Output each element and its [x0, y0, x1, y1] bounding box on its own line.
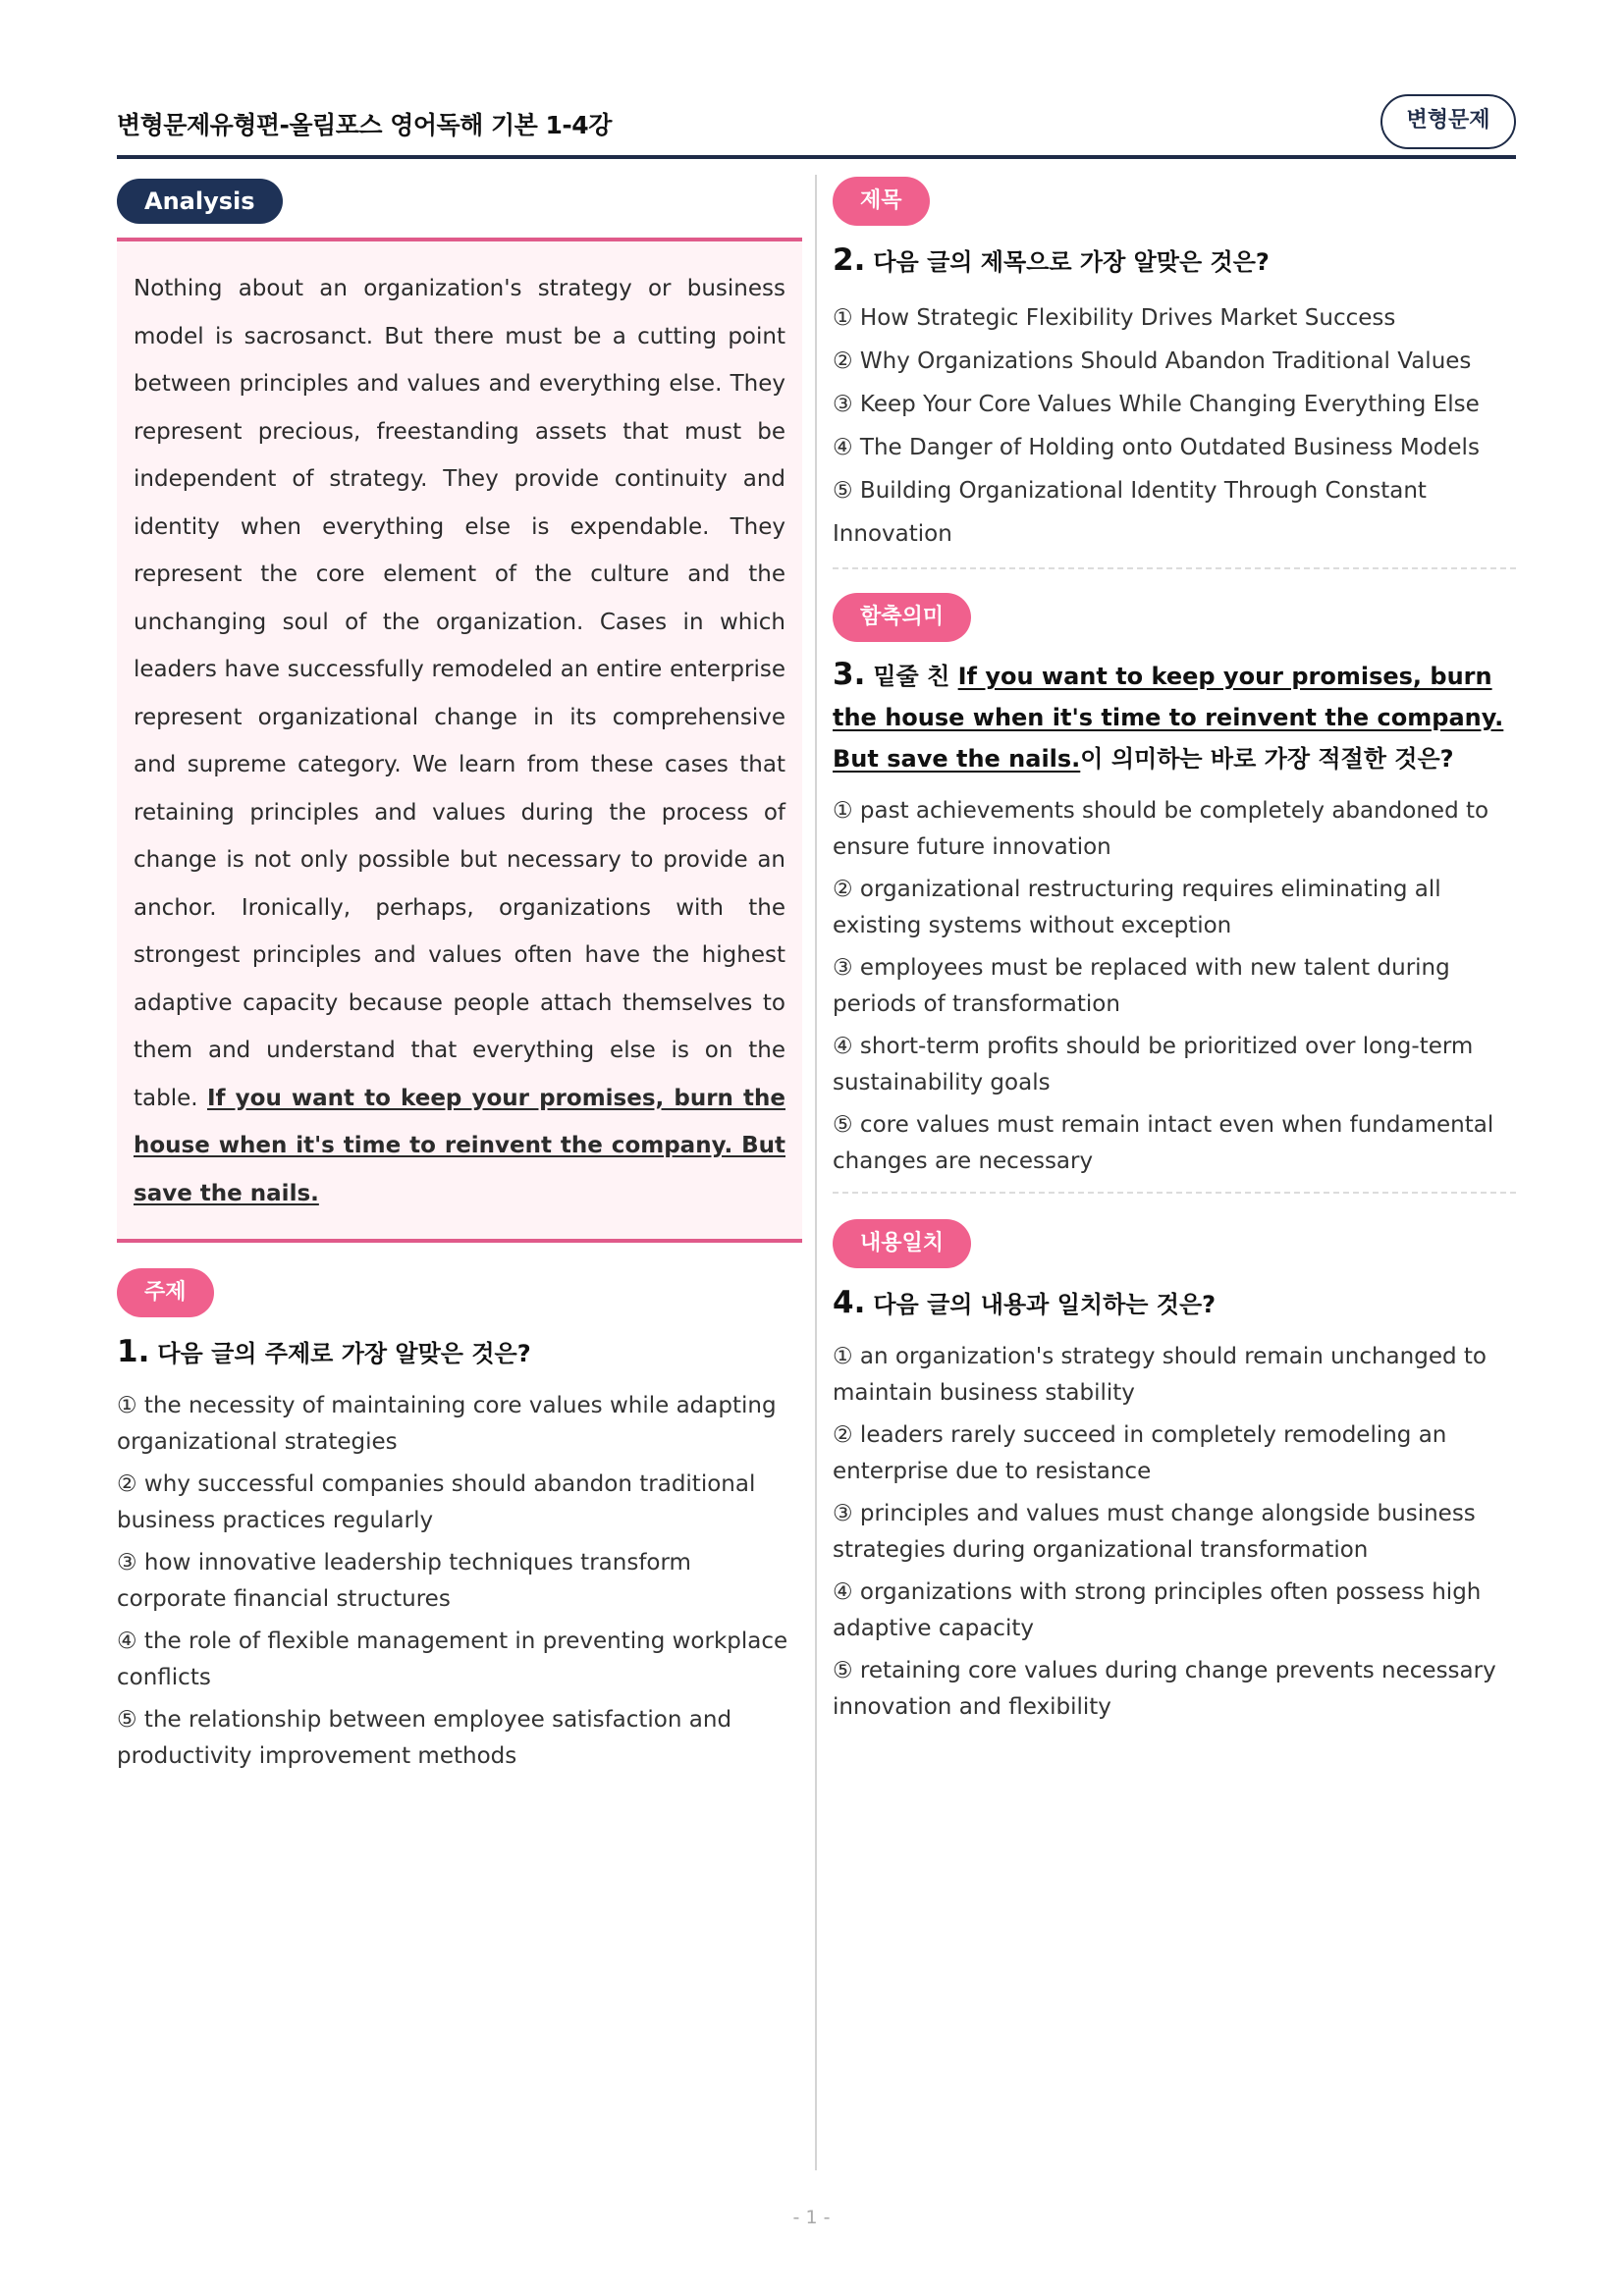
- q2-option-2[interactable]: ② Why Organizations Should Abandon Traditional Values: [833, 348, 1472, 374]
- q2-heading: [833, 240, 1516, 283]
- page-number: - 1 -: [792, 2207, 831, 2228]
- q1-question: 다음 글의 주제로 가장 알맞은 것은?: [157, 1340, 531, 1367]
- q3-question-suffix: 이 의미하는 바로 가장 적절한 것은?: [1080, 745, 1454, 773]
- page-header: [117, 94, 1516, 159]
- q4-option-3[interactable]: ③ principles and values must change alongside business strategies during organizational transformation: [833, 1501, 1476, 1563]
- q4-heading: [833, 1282, 1516, 1325]
- q1-option-3[interactable]: ③ how innovative leadership techniques transform corporate financial structures: [117, 1550, 691, 1612]
- q2-number: 2.: [833, 242, 866, 278]
- q4-number: 4.: [833, 1285, 866, 1320]
- q1-options: [117, 1388, 802, 1775]
- q3-number: 3.: [833, 657, 866, 692]
- q1-option-1[interactable]: ① the necessity of maintaining core values while adapting organizational strategies: [117, 1393, 777, 1455]
- column-divider: [815, 175, 817, 2170]
- q1-tag: 주제: [117, 1268, 214, 1317]
- right-column: [833, 177, 1516, 1726]
- document-title: 변형문제유형편-올림포스 영어독해 기본 1-4강: [117, 111, 612, 139]
- q4-question: 다음 글의 내용과 일치하는 것은?: [873, 1291, 1217, 1318]
- passage-box: [117, 238, 802, 1243]
- q4-option-2[interactable]: ② leaders rarely succeed in completely remodeling an enterprise due to resistance: [833, 1422, 1447, 1484]
- q2-options: [833, 296, 1516, 556]
- q3-option-3[interactable]: ③ employees must be replaced with new talent during periods of transformation: [833, 955, 1450, 1017]
- q3-options: [833, 793, 1516, 1180]
- q2-tag: 제목: [833, 177, 930, 226]
- q2-option-3[interactable]: ③ Keep Your Core Values While Changing Everything Else: [833, 392, 1480, 417]
- section-divider: [833, 567, 1516, 569]
- q3-option-5[interactable]: ⑤ core values must remain intact even when fundamental changes are necessary: [833, 1112, 1494, 1174]
- q3-option-2[interactable]: ② organizational restructuring requires eliminating all existing systems without exception: [833, 877, 1441, 938]
- q4-option-4[interactable]: ④ organizations with strong principles often possess high adaptive capacity: [833, 1579, 1482, 1641]
- q1-option-2[interactable]: ② why successful companies should abandon traditional business practices regularly: [117, 1471, 756, 1533]
- q1-option-5[interactable]: ⑤ the relationship between employee satisfaction and productivity improvement methods: [117, 1707, 732, 1769]
- category-badge: 변형문제: [1380, 94, 1516, 149]
- left-column: [117, 179, 802, 1775]
- q3-question-prefix: 밑줄 친: [873, 663, 958, 690]
- passage-underlined-sentence: If you want to keep your promises, burn the house when it's time to reinvent the company. But save the nails.: [134, 1085, 785, 1206]
- q1-option-4[interactable]: ④ the role of flexible management in preventing workplace conflicts: [117, 1629, 788, 1690]
- q1-number: 1.: [117, 1334, 150, 1369]
- q3-option-1[interactable]: ① past achievements should be completely abandoned to ensure future innovation: [833, 798, 1489, 860]
- q4-option-1[interactable]: ① an organization's strategy should remain unchanged to maintain business stability: [833, 1344, 1487, 1406]
- q3-tag: 함축의미: [833, 593, 971, 642]
- passage-text: Nothing about an organization's strategy or business model is sacrosanct. But there must be a cutting point between principles and values and everything else. They represent precious, freestanding assets that must be independent of strategy. They provide continuity and identity when everything else is expendable. They represent the core element of the culture and the unchanging soul of the organization. Cases in which leaders have successfully remodeled an entire enterprise represent organizational change in its comprehensive and supreme category. We learn from these cases that retaining principles and values during the process of change is not only possible but necessary to provide an anchor. Ironically, perhaps, organizations with the strongest principles and values often have the highest adaptive capacity because people attach themselves to them and understand that everything else is on the table.: [134, 276, 785, 1111]
- q4-options: [833, 1339, 1516, 1726]
- q4-tag: 내용일치: [833, 1219, 971, 1268]
- analysis-label: Analysis: [117, 179, 283, 224]
- q3-option-4[interactable]: ④ short-term profits should be prioritized over long-term sustainability goals: [833, 1034, 1474, 1095]
- q3-underlined-quote: If you want to keep your promises, burn the house when it's time to reinvent the company. But save the nails.: [833, 663, 1504, 773]
- q1-heading: [117, 1331, 802, 1374]
- q2-question: 다음 글의 제목으로 가장 알맞은 것은?: [873, 248, 1270, 276]
- q4-option-5[interactable]: ⑤ retaining core values during change prevents necessary innovation and flexibility: [833, 1658, 1496, 1720]
- q2-option-4[interactable]: ④ The Danger of Holding onto Outdated Business Models: [833, 435, 1480, 460]
- q2-option-5[interactable]: ⑤ Building Organizational Identity Through Constant Innovation: [833, 478, 1427, 547]
- q2-option-1[interactable]: ① How Strategic Flexibility Drives Market Success: [833, 305, 1396, 331]
- section-divider: [833, 1192, 1516, 1194]
- q3-heading: [833, 654, 1516, 779]
